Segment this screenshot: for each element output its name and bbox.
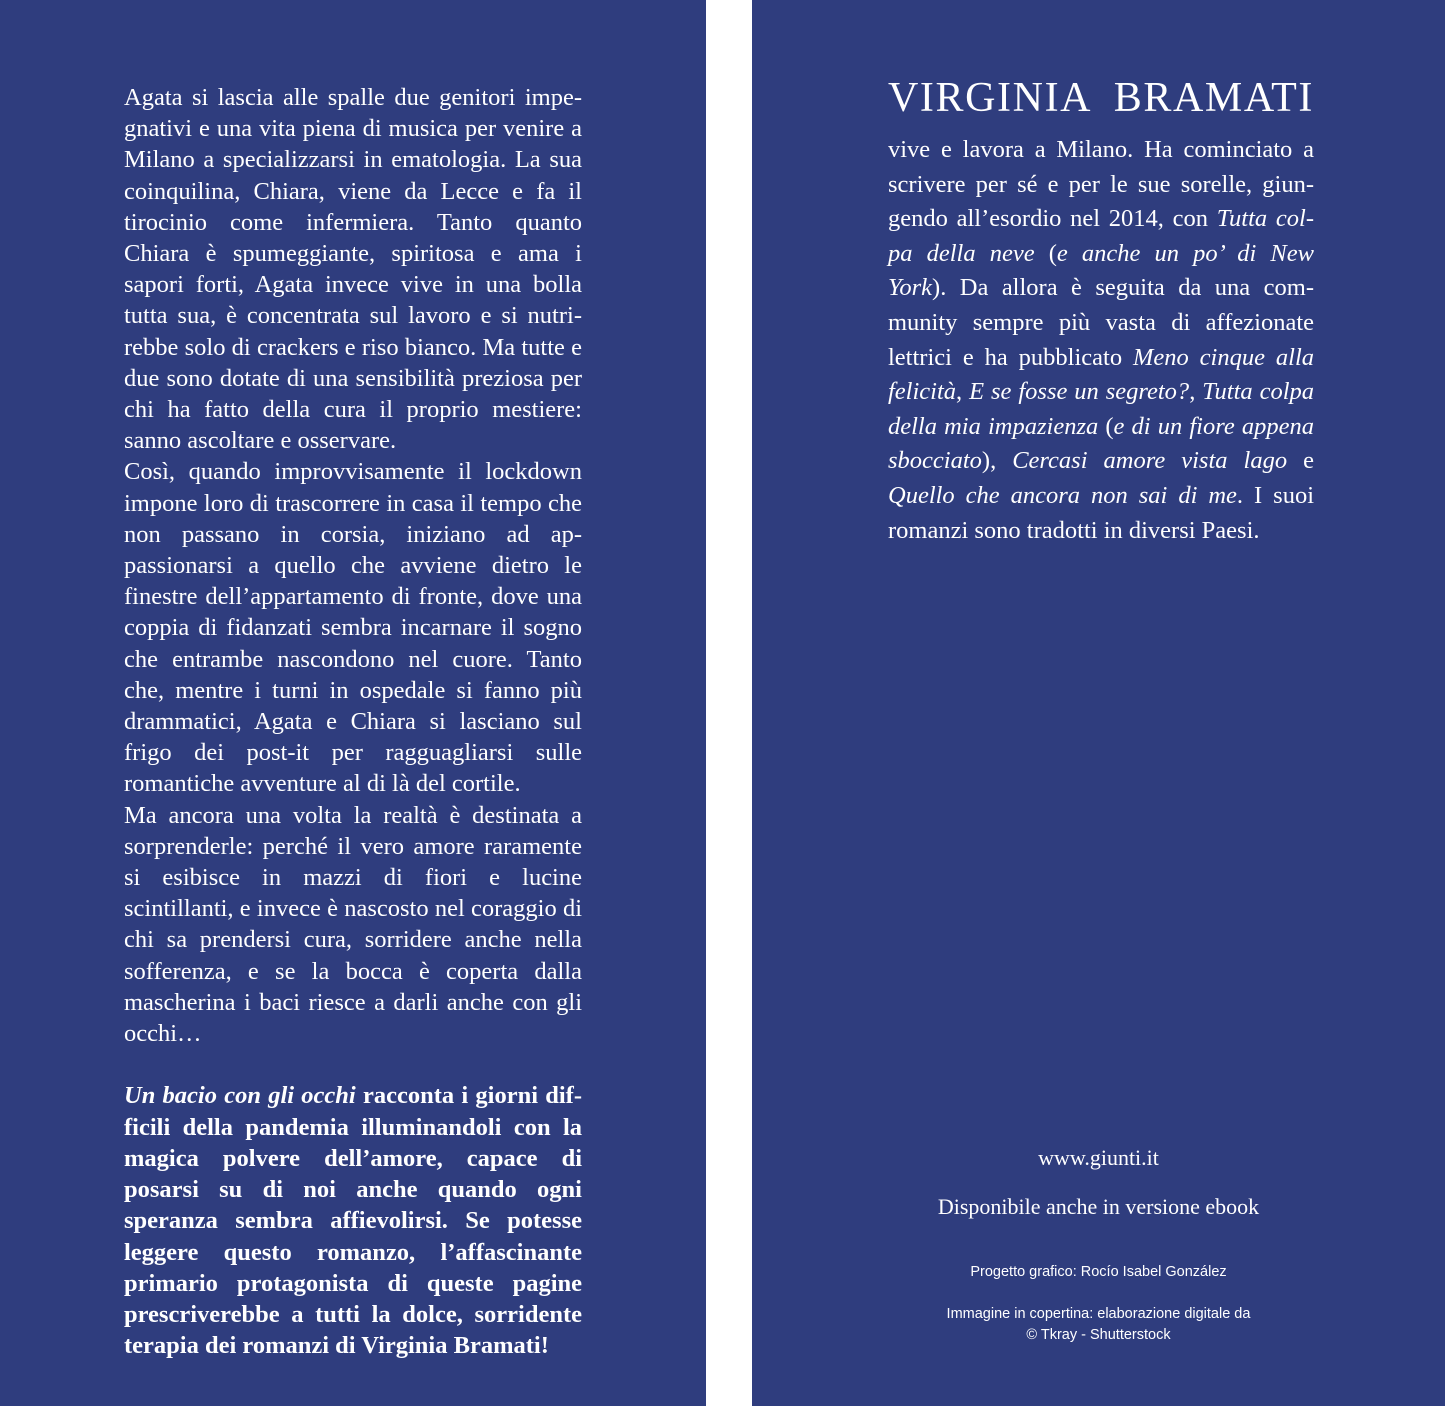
closing-text: racconta i giorni difficili della pandemia illuminandoli con la magica polvere dell’amore, capace di posarsi su di noi anche quando ogni speranza sembra affievolirsi. Se potesse leggere questo romanzo, l’affascinante primario protagonista di queste pagine prescriverebbe a tutti la dolce, sorridente terapia dei romanzi di Virginia Bramati! [124, 1082, 583, 1360]
bio-text: e [1287, 447, 1314, 475]
image-credit [752, 1304, 1445, 1346]
bio-book-title: Quello che ancora non sai di me [888, 481, 1237, 509]
synopsis-paragraph-3: Ma ancora una volta la realtà è destinata a sorprenderle: perché il vero amore raramente si esibisce in mazzi di fiori e lucine scintillanti, e invece è nascosto nel coraggio di chi sa prendersi cura, sorridere anche nella sofferenza, e se la bocca è coperta dalla mascherina i baci riesce a darli anche con gli occhi… [124, 801, 582, 1048]
bio-text: ( [1034, 239, 1057, 267]
author-name: VIRGINIA BRAMATI [888, 75, 1314, 121]
image-credit-line-2: © Tkray - Shutterstock [1026, 1327, 1171, 1343]
bio-text: ( [1098, 412, 1114, 440]
bio-book-title: Meno cinque alla felicità [888, 343, 1314, 406]
bio-text: vive e lavora a Milano. Ha cominciato a scrivere per sé e per le sue sorelle, giungendo all’esordio nel 2014, con [888, 136, 1314, 233]
bio-text: ). Da allora è seguita da una community sempre più vasta di affezionate lettrici e ha pubblicato [888, 274, 1314, 371]
bio-book-title: e di un fiore appena sbocciato [888, 412, 1314, 475]
bio-book-title: e anche un po’ di New York [888, 239, 1314, 302]
bio-book-title: Tutta colpa della neve [888, 205, 1314, 267]
author-bio [888, 133, 1314, 548]
author-flap-panel [752, 0, 1445, 1406]
design-credit: Progetto grafico: Rocío Isabel González [970, 1264, 1227, 1280]
bio-text: , [1189, 378, 1203, 406]
image-credit-line-1: Immagine in copertina: elaborazione digitale da [946, 1306, 1251, 1322]
bio-book-title: Tutta colpa della mia impazienza [888, 378, 1315, 440]
bio-text: , [956, 378, 970, 406]
ebook-note: Disponibile anche in versione ebook [937, 1194, 1260, 1219]
closing-blurb [124, 1080, 582, 1361]
back-cover-panel [0, 0, 706, 1406]
book-title: Un bacio con gli occhi [124, 1082, 356, 1110]
bio-text: . I suoi romanzi sono tradotti in diversi Paesi. [888, 481, 1314, 544]
bio-book-title: E se fosse un segreto? [969, 378, 1190, 406]
synopsis-paragraph-1: Agata si lascia alle spalle due genitori impegnativi e una vita piena di musica per venire a Milano a specializzarsi in ematologia. La sua coinquilina, Chiara, viene da Lecce e fa il tirocinio come infermiera. Tanto quanto Chiara è spumeggiante, spiritosa e ama i sapori forti, Agata invece vive in una bolla tutta sua, è concentrata sul lavoro e si nutrirebbe solo di crackers e riso bianco. Ma tutte e due sono dotate di una sensibilità preziosa per chi ha fatto della cura il proprio mestiere: sanno ascoltare e osservare. [124, 84, 582, 455]
publisher-website: www.giunti.it [1038, 1145, 1159, 1170]
synopsis-paragraph-2: Così, quando improvvisamente il lockdown impone loro di trascorrere in casa il tempo che non passano in corsia, iniziano ad appassionarsi a quello che avviene dietro le finestre dell’appartamento di fronte, dove una coppia di fidanzati sembra incarnare il sogno che entrambe nascondono nel cuore. Tanto che, mentre i turni in ospedale si fanno più drammatici, Agata e Chiara si lasciano sul frigo dei post-it per ragguagliarsi sulle romantiche avventure al di là del cortile. [124, 458, 582, 798]
bio-text: ), [981, 447, 1013, 475]
synopsis [124, 82, 582, 1361]
bio-book-title: Cercasi amore vista lago [1012, 447, 1288, 475]
